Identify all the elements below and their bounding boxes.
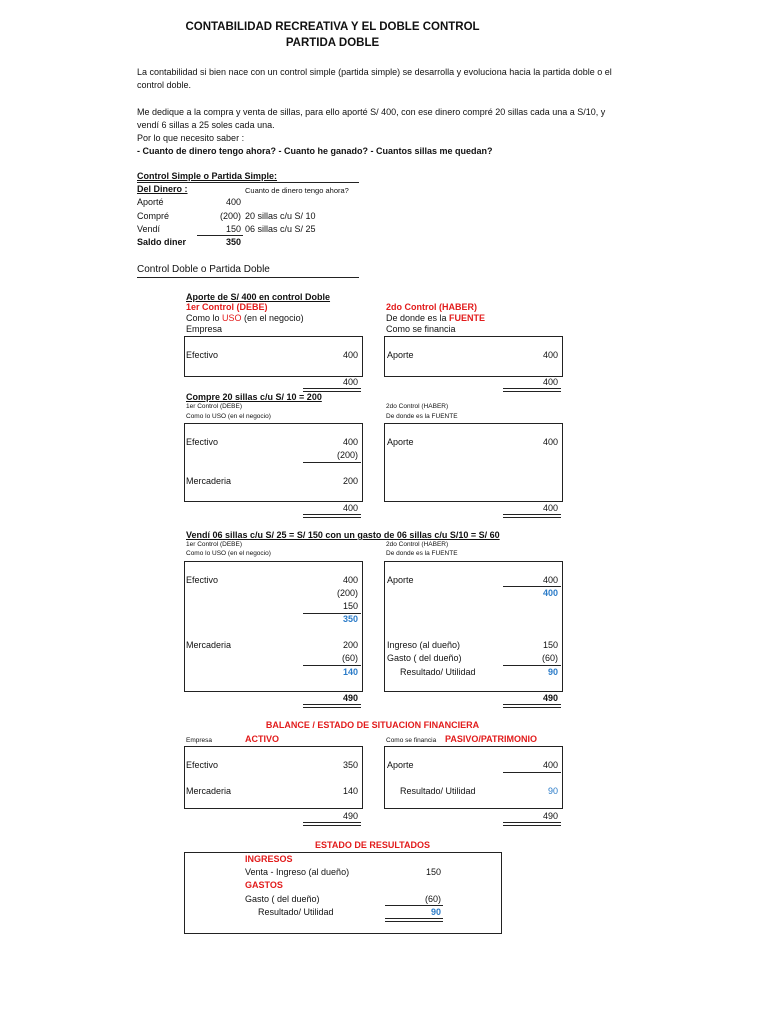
intro-p1-line1: La contabilidad si bien nace con un control simple (partida simple) se desarrolla y evoluciona hacia la partida doble o el [137, 67, 612, 77]
s1-right-sub-fuente: FUENTE [449, 313, 486, 323]
s2-mercaderia-value: 200 [342, 476, 358, 486]
s1-left-label: Efectivo [186, 350, 219, 360]
s3-resultado-value: 90 [547, 667, 558, 677]
s3-gasto-value: (60) [541, 653, 558, 663]
resultados-ingresos-head: INGRESOS [245, 854, 293, 864]
s3-mercaderia-v1: 200 [342, 640, 358, 650]
simple-heading: Control Simple o Partida Simple: [137, 171, 278, 181]
s1-left-value: 400 [342, 350, 358, 360]
resultados-resultado-value: 90 [430, 907, 441, 917]
balance-left-head: ACTIVO [245, 734, 280, 744]
s1-right-sub [386, 313, 485, 323]
balance-efectivo-label: Efectivo [186, 760, 219, 770]
balance-aporte-value: 400 [542, 760, 558, 770]
s2-right-total-rule [503, 514, 561, 518]
resultados-gasto-rule [385, 905, 443, 906]
doble-heading-rule [137, 277, 359, 278]
intro-p1-line2: control doble. [137, 80, 192, 90]
simple-row-label: Compré [137, 211, 170, 221]
simple-subheading: Del Dinero : [137, 184, 188, 194]
s3-aporte-label: Aporte [387, 575, 414, 585]
s3-right-total-rule [503, 704, 561, 708]
s3-efectivo-v2: (200) [336, 588, 358, 598]
doc-title-line2: PARTIDA DOBLE [285, 37, 380, 49]
simple-row-label: Aporté [137, 197, 164, 207]
s3-mercaderia-v2: (60) [341, 653, 358, 663]
balance-right-total-rule [503, 822, 561, 826]
s3-right-head: 2do Control (HABER) [386, 541, 449, 548]
balance-mercaderia-value: 140 [342, 786, 358, 796]
intro-p2-line2: vendí 6 sillas a 25 soles cada una. [137, 120, 275, 130]
s1-left-sub [186, 313, 304, 323]
simple-row-label: Vendí [137, 224, 161, 234]
s3-left-sub: Como lo USO (en el negocio) [186, 550, 271, 557]
s2-title: Compre 20 sillas c/u S/ 10 = 200 [186, 392, 322, 402]
s3-title: Vendí 06 sillas c/u S/ 25 = S/ 150 con un gasto de 06 sillas c/u S/10 = S/ 60 [186, 530, 500, 540]
s3-mercaderia-label: Mercaderia [186, 640, 232, 650]
s3-efectivo-sum: 350 [342, 614, 358, 624]
simple-row-note: 20 sillas c/u S/ 10 [245, 211, 316, 221]
simple-total-label: Saldo diner [137, 237, 187, 247]
s3-right-total: 490 [542, 693, 558, 703]
simple-row-note: 06 sillas c/u S/ 25 [245, 224, 316, 234]
simple-total-value: 350 [225, 237, 241, 247]
s3-right-sub: De donde es la FUENTE [386, 550, 458, 557]
simple-row-value: 400 [225, 197, 241, 207]
s2-left-sub: Como lo USO (en el negocio) [186, 413, 271, 420]
resultados-venta-label: Venta - Ingreso (al dueño) [245, 867, 350, 877]
balance-title: BALANCE / ESTADO DE SITUACION FINANCIERA [265, 720, 480, 730]
s1-right-label: Aporte [387, 350, 414, 360]
balance-mercaderia-label: Mercaderia [186, 786, 232, 796]
s2-efectivo-label: Efectivo [186, 437, 219, 447]
s2-right-sub: De donde es la FUENTE [386, 413, 458, 420]
s1-title: Aporte de S/ 400 en control Doble [186, 292, 331, 302]
s1-left-sub-a: Como lo [186, 313, 223, 323]
balance-right-total: 490 [542, 811, 558, 821]
s3-efectivo-v3: 150 [342, 601, 358, 611]
intro-p2-line1: Me dedique a la compra y venta de sillas, para ello aporté S/ 400, con ese dinero compré 20 sillas cada una a S/10, y [137, 107, 606, 117]
resultados-resultado-rule [385, 918, 443, 922]
s1-right-head: 2do Control (HABER) [386, 302, 477, 312]
s3-ingreso-label: Ingreso (al dueño) [387, 640, 461, 650]
s2-left-total-rule [303, 514, 361, 518]
s1-left-sub-b: (en el negocio) [241, 313, 304, 323]
s1-right-sub2: Como se financia [386, 324, 456, 334]
resultados-gasto-value: (60) [424, 894, 441, 904]
balance-right-head: PASIVO/PATRIMONIO [445, 734, 538, 744]
s3-left-head: 1er Control (DEBE) [186, 541, 242, 548]
s3-mercaderia-rule [303, 665, 361, 666]
s2-left-total: 400 [342, 503, 358, 513]
resultados-venta-value: 150 [425, 867, 441, 877]
s3-left-total-rule [303, 704, 361, 708]
s2-efectivo-v2: (200) [336, 450, 358, 460]
s2-efectivo-v1: 400 [342, 437, 358, 447]
s3-aporte-value: 400 [542, 575, 558, 585]
s1-left-total: 400 [342, 377, 358, 387]
doc-title-line1: CONTABILIDAD RECREATIVA Y EL DOBLE CONTROL [185, 21, 480, 33]
s1-right-total: 400 [542, 377, 558, 387]
doble-heading: Control Doble o Partida Doble [137, 264, 270, 275]
simple-question: Cuanto de dinero tengo ahora? [245, 186, 349, 195]
s2-right-value: 400 [542, 437, 558, 447]
resultados-gastos-head: GASTOS [245, 880, 283, 890]
balance-left-small: Empresa [186, 737, 213, 744]
simple-heading-rule [137, 182, 359, 183]
s3-ingreso-value: 150 [542, 640, 558, 650]
balance-resultado-value: 90 [547, 786, 558, 796]
s1-right-value: 400 [542, 350, 558, 360]
s1-left-head: 1er Control (DEBE) [186, 302, 268, 312]
s3-efectivo-label: Efectivo [186, 575, 219, 585]
resultados-resultado-label: Resultado/ Utilidad [258, 907, 334, 917]
resultados-box [184, 852, 502, 934]
s2-mercaderia-label: Mercaderia [186, 476, 232, 486]
s3-resultado-label: Resultado/ Utilidad [400, 667, 476, 677]
s3-gasto-label: Gasto ( del dueño) [387, 653, 462, 663]
s3-aporte-rule [503, 586, 561, 587]
balance-aporte-label: Aporte [387, 760, 414, 770]
s2-right-head: 2do Control (HABER) [386, 403, 449, 410]
s1-right-sub-a: De donde es la [386, 313, 450, 323]
s3-aporte-sum: 400 [542, 588, 558, 598]
resultados-gasto-label: Gasto ( del dueño) [245, 894, 320, 904]
intro-questions: - Cuanto de dinero tengo ahora? - Cuanto he ganado? - Cuantos sillas me quedan? [137, 146, 493, 156]
s1-right-total-rule [503, 388, 561, 392]
s3-gasto-rule [503, 665, 561, 666]
balance-left-total-rule [303, 822, 361, 826]
simple-row-value: (200) [219, 211, 241, 221]
balance-efectivo-value: 350 [342, 760, 358, 770]
s2-right-total: 400 [542, 503, 558, 513]
balance-aporte-rule [503, 772, 561, 773]
s3-mercaderia-sum: 140 [342, 667, 358, 677]
balance-resultado-label: Resultado/ Utilidad [400, 786, 476, 796]
balance-right-box [384, 746, 563, 809]
s2-efectivo-rule [303, 462, 361, 463]
s3-efectivo-v1: 400 [342, 575, 358, 585]
s2-left-head: 1er Control (DEBE) [186, 403, 242, 410]
s2-right-box [384, 423, 563, 502]
s3-left-total: 490 [342, 693, 358, 703]
simple-sum-rule [197, 235, 243, 236]
s1-left-sub-uso: USO [222, 313, 242, 323]
intro-p2-line3: Por lo que necesito saber : [137, 133, 245, 143]
s2-right-label: Aporte [387, 437, 414, 447]
s1-left-sub2: Empresa [186, 324, 223, 334]
resultados-title: ESTADO DE RESULTADOS [314, 840, 430, 850]
balance-left-box [184, 746, 363, 809]
balance-left-total: 490 [342, 811, 358, 821]
balance-right-small: Como se financia [386, 737, 437, 744]
simple-row-value: 150 [225, 224, 241, 234]
